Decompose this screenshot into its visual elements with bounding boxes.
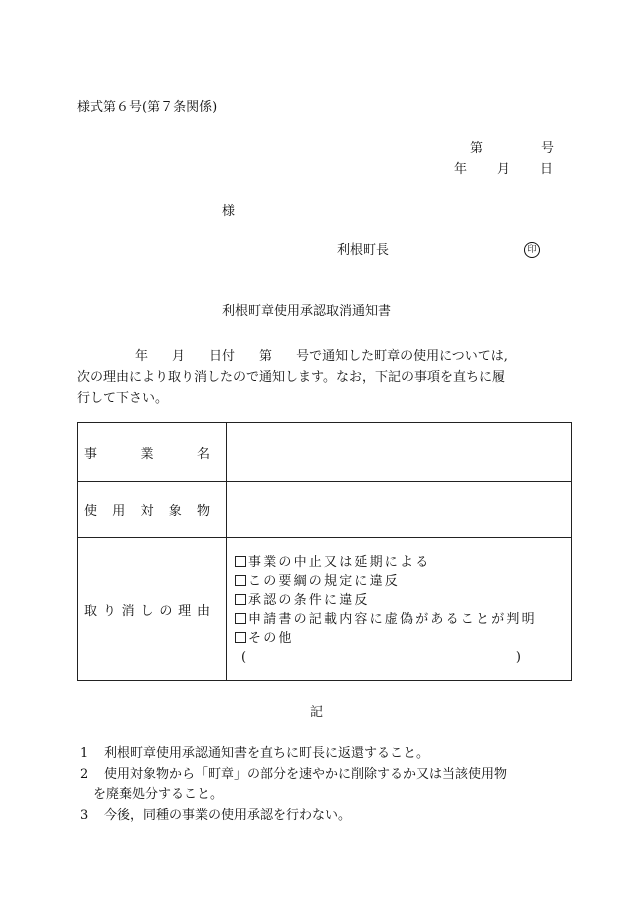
body-paragraph xyxy=(77,346,557,409)
item-text: 利根町章使用承認通知書を直ちに町長に返還すること。 xyxy=(104,746,430,761)
label-target-object xyxy=(78,482,227,538)
checkbox-icon[interactable] xyxy=(235,613,246,624)
paren-close: ) xyxy=(515,650,521,665)
reason-option[interactable] xyxy=(235,629,571,648)
body-dai: 第 xyxy=(259,349,273,364)
checkbox-icon[interactable] xyxy=(235,575,246,586)
reason-option[interactable] xyxy=(235,553,571,572)
reason-option-label: この要綱の規定に違反 xyxy=(248,574,401,589)
list-item-continuation: を廃棄処分すること。 xyxy=(93,787,224,802)
label-char: 理 xyxy=(178,603,192,619)
form-label: 様式第６号(第７条関係) xyxy=(77,100,218,115)
document-date xyxy=(454,162,553,178)
label-char: り xyxy=(102,603,116,619)
date-year: 年 xyxy=(454,162,468,177)
paren-open: ( xyxy=(241,650,247,665)
date-month: 月 xyxy=(497,162,511,177)
table-row-business-name xyxy=(78,423,572,482)
item-number: 3 xyxy=(80,808,89,823)
item-text: 使用対象物から「町章」の部分を速やかに削除するか又は当該使用物 xyxy=(104,767,508,782)
list-item xyxy=(80,744,429,764)
label-char: 対 xyxy=(140,504,154,519)
reason-option[interactable] xyxy=(235,591,571,610)
other-reason-field[interactable] xyxy=(235,648,521,667)
checkbox-icon[interactable] xyxy=(235,632,246,643)
label-char: 用 xyxy=(112,504,126,519)
addressee: 様 xyxy=(222,204,236,219)
reason-option-label: 申請書の記載内容に虚偽があることが判明 xyxy=(248,612,537,627)
seal-mark xyxy=(524,242,540,258)
value-target-object xyxy=(227,482,572,538)
number-prefix: 第 xyxy=(470,141,484,156)
number-suffix: 号 xyxy=(541,141,555,156)
body-year: 年 xyxy=(135,349,149,364)
label-char: し xyxy=(140,603,154,619)
reason-option[interactable] xyxy=(235,572,571,591)
body-day: 日付 xyxy=(209,349,236,364)
label-char: 名 xyxy=(196,446,210,462)
table-row-target-object xyxy=(78,482,572,538)
body-line-2: 次の理由により取り消したので通知します。なお，下記の事項を直ちに履 xyxy=(77,370,505,385)
label-char: 物 xyxy=(196,504,210,519)
date-day: 日 xyxy=(540,162,554,177)
reason-option-label: その他 xyxy=(248,631,294,646)
label-reason xyxy=(78,538,227,681)
label-char: 象 xyxy=(168,504,182,519)
label-business-name xyxy=(78,423,227,482)
document-title: 利根町章使用承認取消通知書 xyxy=(222,304,392,319)
label-char: 使 xyxy=(84,504,98,519)
table-row-reason xyxy=(78,538,572,681)
ki-heading: 記 xyxy=(310,705,324,720)
reason-option[interactable] xyxy=(235,610,571,629)
issuer: 利根町長 xyxy=(337,243,390,258)
seal-text: 印 xyxy=(527,245,537,255)
form-table xyxy=(77,422,572,681)
body-line-1 xyxy=(77,346,557,367)
label-char: 事 xyxy=(84,446,98,462)
item-text: 今後，同種の事業の使用承認を行わない。 xyxy=(104,808,352,823)
body-month: 月 xyxy=(172,349,186,364)
checkbox-icon[interactable] xyxy=(235,556,246,567)
body-line-3: 行して下さい。 xyxy=(77,391,169,406)
item-number: 2 xyxy=(80,767,89,782)
label-char: の xyxy=(159,603,173,619)
list-item xyxy=(80,806,351,826)
label-char: 業 xyxy=(140,446,154,462)
value-business-name xyxy=(227,423,572,482)
label-char: 消 xyxy=(121,603,135,619)
reason-options xyxy=(227,538,572,681)
reason-option-label: 事業の中止又は延期による xyxy=(248,555,431,570)
body-rest: 号で通知した町章の使用については, xyxy=(296,349,508,364)
label-char: 由 xyxy=(196,603,210,619)
label-char: 取 xyxy=(84,603,98,619)
document-number xyxy=(470,141,554,157)
checkbox-icon[interactable] xyxy=(235,594,246,605)
list-item xyxy=(80,765,507,785)
reason-option-label: 承認の条件に違反 xyxy=(248,593,370,608)
item-number: 1 xyxy=(80,746,89,761)
